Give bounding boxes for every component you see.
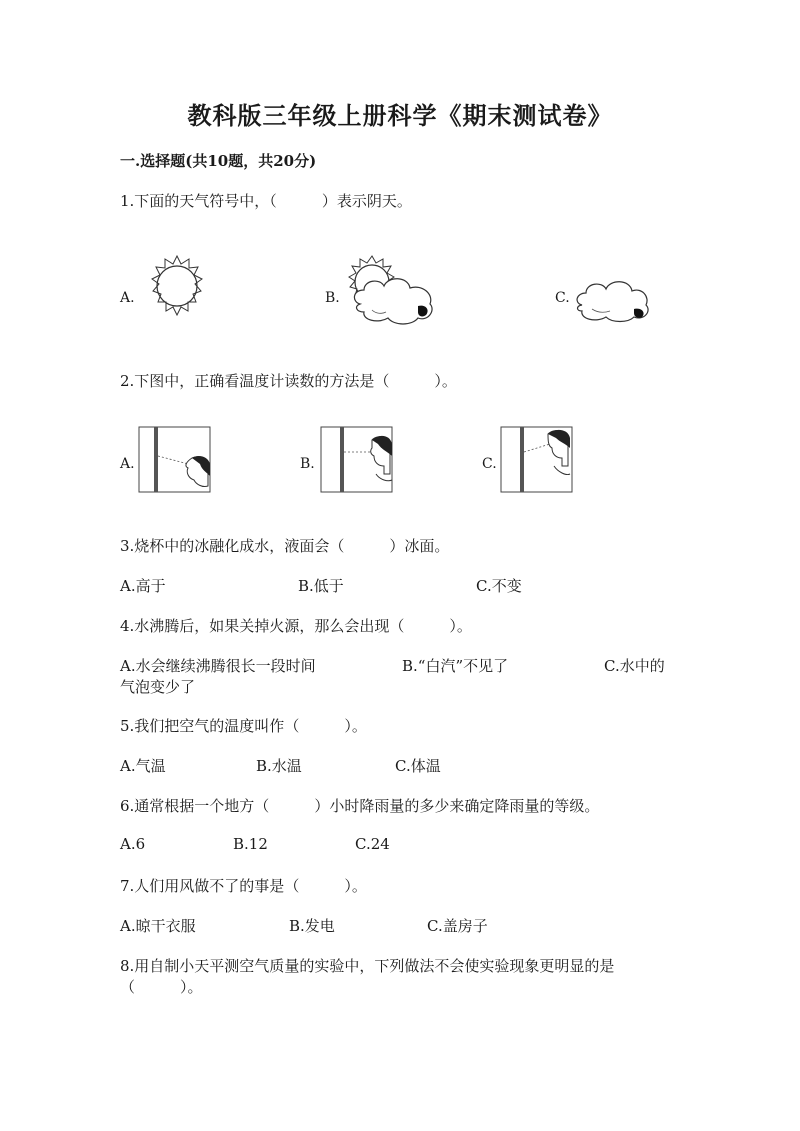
q2-option-b-label: B.: [300, 456, 315, 472]
q4-option-a: A.水会继续沸腾很长一段时间: [120, 657, 316, 675]
q2-option-c-label: C.: [482, 456, 497, 472]
q1-option-c-label: C.: [555, 290, 570, 306]
q7-option-a: A.晾干衣服: [120, 917, 196, 935]
q6-option-b: B.12: [233, 835, 268, 853]
section-heading: 一.选择题(共10题，共20分): [120, 152, 317, 170]
q2-option-a-label: A.: [120, 456, 135, 472]
thermometer-reading-from-above: [500, 426, 574, 494]
q7-option-b: B.发电: [289, 917, 335, 935]
q3-option-c: C.不变: [476, 577, 522, 595]
q7-option-c: C.盖房子: [427, 917, 488, 935]
question-1: 1.下面的天气符号中，（ ）表示阴天。: [120, 192, 412, 210]
q1-option-a-label: A.: [120, 290, 135, 306]
question-6: 6.通常根据一个地方（ ）小时降雨量的多少来确定降雨量的等级。: [120, 797, 600, 815]
q6-option-c: C.24: [355, 835, 390, 853]
question-5: 5.我们把空气的温度叫作（ ）。: [120, 717, 367, 735]
q4-option-b: B.“白汽”不见了: [402, 657, 509, 675]
question-8: 8.用自制小天平测空气质量的实验中，下列做法不会使实验现象更明显的是: [120, 957, 615, 975]
cloud-icon: [572, 275, 652, 325]
q5-option-b: B.水温: [256, 757, 302, 775]
sun-behind-cloud-icon: [342, 252, 442, 327]
q3-option-a: A.高于: [120, 577, 166, 595]
question-3: 3.烧杯中的冰融化成水，液面会（ ）冰面。: [120, 537, 450, 555]
q4-option-c-continued: 气泡变少了: [120, 678, 196, 696]
thermometer-reading-level: [320, 426, 394, 494]
q5-option-a: A.气温: [120, 757, 166, 775]
question-8-continued: （ ）。: [120, 978, 203, 996]
question-4: 4.水沸腾后，如果关掉火源，那么会出现（ ）。: [120, 617, 472, 635]
q3-option-b: B.低于: [298, 577, 344, 595]
thermometer-reading-from-below: [138, 426, 212, 494]
sun-icon: [142, 252, 222, 322]
page-title: 教科版三年级上册科学《期末测试卷》: [187, 101, 613, 130]
q6-option-a: A.6: [120, 835, 146, 853]
q1-option-b-label: B.: [325, 290, 340, 306]
q5-option-c: C.体温: [395, 757, 441, 775]
question-2: 2.下图中，正确看温度计读数的方法是（ ）。: [120, 372, 457, 390]
q4-option-c: C.水中的: [604, 657, 665, 675]
question-7: 7.人们用风做不了的事是（ ）。: [120, 877, 367, 895]
